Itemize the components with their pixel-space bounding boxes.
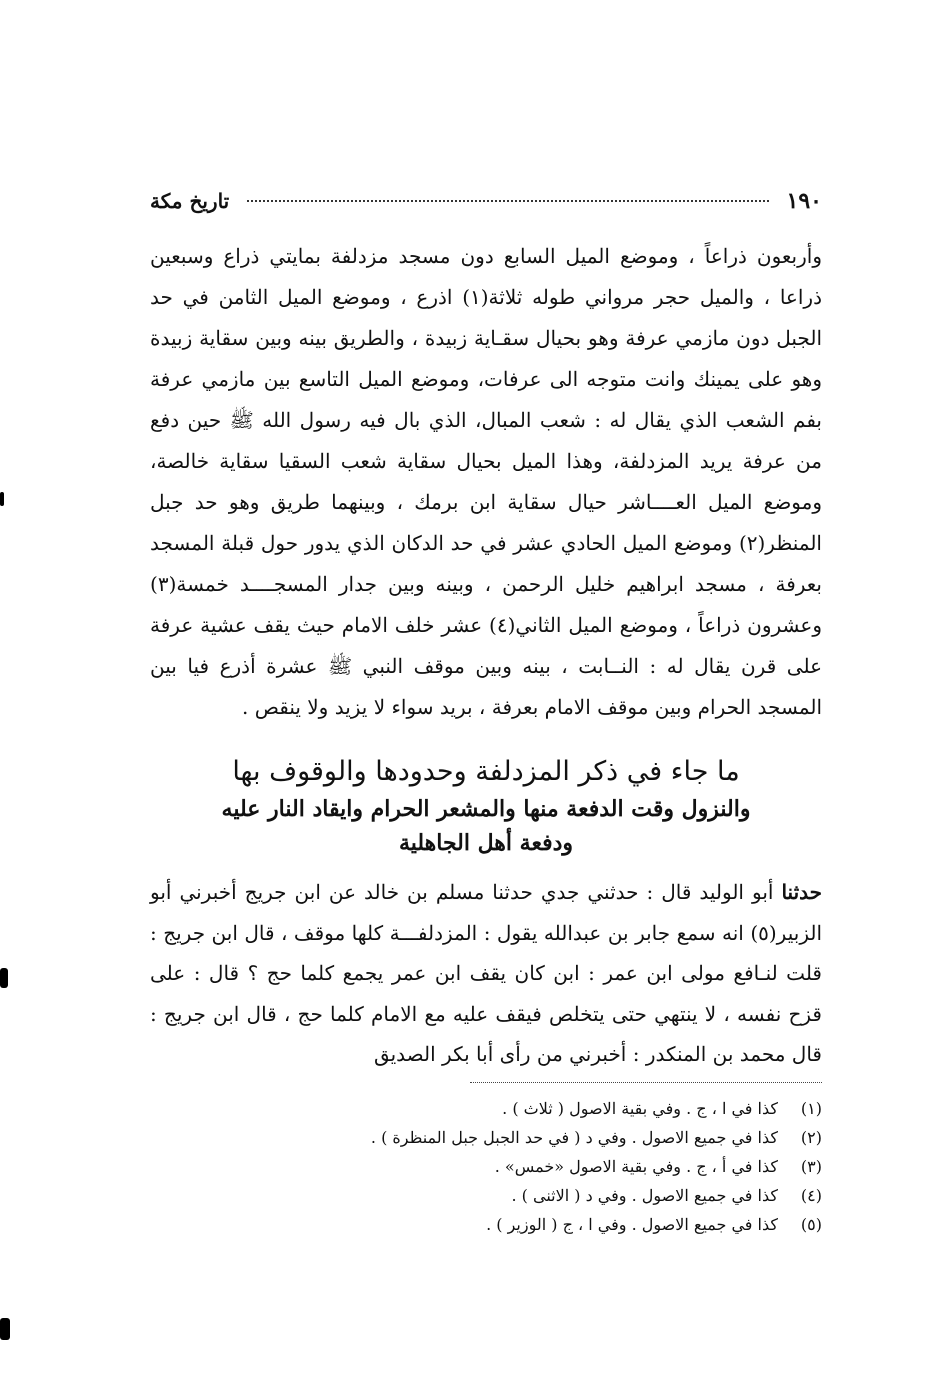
scan-edge-mark <box>0 1318 10 1340</box>
narration-text: أبو الوليد قال : حدثني جدي حدثنا مسلم بن خالد عن ابن جريج أخبرني أبو الزبير(٥) انه سمع جابر بن عبدالله يقول : المزدلفـــة كلها موقف ، قال ابن جريج : قلت لنـافع مولى ابن عمر : ابن كان يقف ابن عمر يجمع كلما حج ؟ قال : على قزح نفسه ، لا ينتهي حتى يتخلص فيقف عليه مع الامام كلما حج ، قال ابن جريج : قال محمد بن المنكدر : أخبرني من رأى أبا بكر الصديق <box>150 880 822 1066</box>
footnote-text: كذا في ا ، ج . وفي بقية الاصول ( ثلاث ) . <box>502 1099 778 1118</box>
footnote-item <box>300 1181 822 1210</box>
footnote-item <box>300 1094 822 1123</box>
page-header <box>150 186 822 216</box>
footnote-item <box>300 1210 822 1239</box>
section-heading <box>150 752 822 860</box>
running-title: تاريخ مكة <box>150 189 230 213</box>
footnote-number: (٥) <box>800 1215 822 1234</box>
main-text-block <box>150 236 822 728</box>
narration-paragraph <box>150 872 822 1075</box>
header-dotted-rule <box>247 200 768 202</box>
footnote-text: كذا في جميع الاصول . وفي د ( في حد الجبل جبل المنظرة ) . <box>370 1128 778 1147</box>
scan-edge-mark <box>0 968 8 988</box>
footnote-text: كذا في جميع الاصول . وفي د ( الاثنى ) . <box>511 1186 778 1205</box>
footnote-text: كذا في أ ، ج . وفي بقية الاصول «خمس» . <box>494 1157 778 1176</box>
page-number: ١٩٠ <box>786 188 822 214</box>
footnote-number: (٤) <box>800 1186 822 1205</box>
narration-block <box>150 872 822 1075</box>
footnote-number: (٢) <box>800 1128 822 1147</box>
footnote-separator <box>470 1082 822 1083</box>
footnote-number: (١) <box>800 1099 822 1118</box>
heading-subtitle-continued: ودفعة أهل الجاهلية <box>398 830 574 856</box>
heading-title: ما جاء في ذكر المزدلفة وحدودها والوقوف بها <box>232 756 740 787</box>
body-paragraph: وأربعون ذراعاً ، وموضع الميل السابع دون مسجد مزدلفة بمايتي ذراع وسبعين ذراعا ، والميل حجر مرواني طوله ثلاثة(١) اذرع ، وموضع الميل الثامن في حد الجبل دون مازمي عرفة وهو بحيال سقـاية زبيدة ، والطريق بينه وبين سقاية زبيدة وهو على يمينك وانت متوجه الى عرفات، وموضع الميل التاسع بين مازمي عرفة بفم الشعب الذي يقال له : شعب المبال، الذي بال فيه رسول الله ﷺ حين دفع من عرفة يريد المزدلفة، وهذا الميل بحيال سقاية شعب السقيا سقاية خالصة، وموضع الميل العــــاشر حيال سقاية ابن برمك ، وبينهما طريق وهو حد جبل المنظر(٢) وموضع الميل الحادي عشر في حد الدكان الذي يدور حول قبلة المسجد بعرفة ، مسجد ابراهيم خليل الرحمن ، وبينه وبين جدار المسجــــد خمسة(٣) وعشرون ذراعاً ، وموضع الميل الثاني(٤) عشر خلف الامام حيث يقف عشية عرفة على قرن يقال له : النــابت ، بينه وبين موقف النبي ﷺ عشرة أذرع فيا بين المسجد الحرام وبين موقف الامام بعرفة ، بريد سواء لا يزيد ولا ينقص . <box>150 244 823 719</box>
footnote-text: كذا في جميع الاصول . وفي ا ، ج ( الوزير ) . <box>486 1215 778 1234</box>
footnotes-list <box>300 1094 822 1239</box>
narration-lead-word: حدثنا <box>781 880 822 904</box>
footnote-item <box>300 1152 822 1181</box>
footnote-item <box>300 1123 822 1152</box>
heading-subtitle: والنزول وقت الدفعة منها والمشعر الحرام وايقاد النار عليه <box>221 796 751 822</box>
scan-edge-mark <box>0 492 4 506</box>
footnote-number: (٣) <box>800 1157 822 1176</box>
